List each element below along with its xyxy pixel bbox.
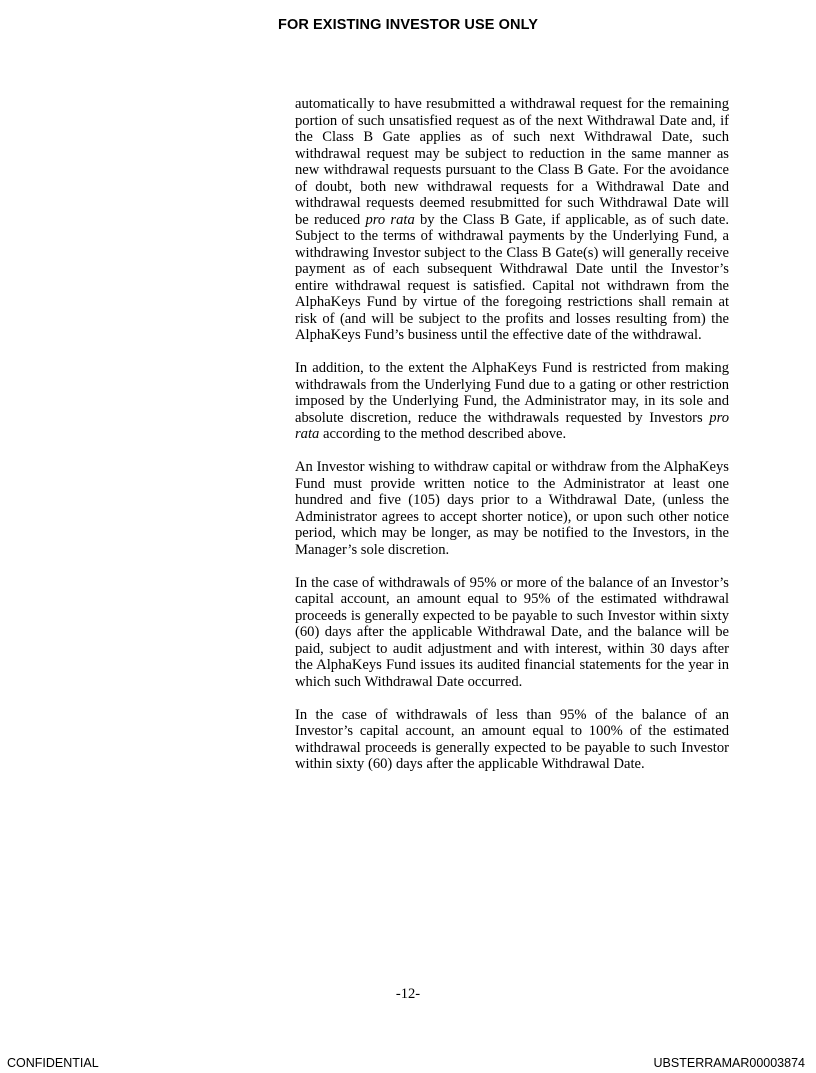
page-header: FOR EXISTING INVESTOR USE ONLY bbox=[277, 17, 539, 33]
paragraph-text: automatically to have resubmitted a withdrawal request for the remaining portion of such unsatisfied request as of the next Withdrawal Date and, if the Class B Gate applies as of such next Withdrawal Date, such withdrawal request may be subject to reduction in the same manner as new withdrawal requests pursuant to the Class B Gate. For the avoidance of doubt, both new withdrawal requests for a Withdrawal Date and withdrawal requests deemed resubmitted for such Withdrawal Date will be reduced bbox=[295, 96, 729, 228]
page-number: -12- bbox=[395, 986, 421, 1002]
paragraph-withdrawal-95-or-more bbox=[295, 575, 729, 691]
italic-pro-rata: pro rata bbox=[365, 211, 415, 228]
paragraph-text: In the case of withdrawals of less than 95% of the balance of an Investor’s capital account, an amount equal to 100% of the estimated withdrawal proceeds is generally expected to be payable to such Investor within sixty (60) days after the applicable Withdrawal Date. bbox=[295, 706, 729, 772]
paragraph-text: according to the method described above. bbox=[319, 426, 567, 442]
paragraph-text: In the case of withdrawals of 95% or more of the balance of an Investor’s capital account, an amount equal to 95% of the estimated withdrawal proceeds is generally expected to be payable to such Investor within sixty (60) days after the applicable Withdrawal Date, and the balance will be paid, subject to audit adjustment and with interest, within 30 days after the AlphaKeys Fund issues its audited financial statements for the year in which such Withdrawal Date occurred. bbox=[295, 574, 729, 690]
paragraph-text: An Investor wishing to withdraw capital or withdraw from the AlphaKeys Fund must provide written notice to the Administrator at least one hundred and five (105) days prior to a Withdrawal Date, (unless the Administrator agrees to accept shorter notice), or upon such other notice period, which may be longer, as may be notified to the Investors, in the Manager’s sole discretion. bbox=[295, 459, 729, 558]
paragraph-gate-resubmission bbox=[295, 96, 729, 344]
paragraph-notice-period bbox=[295, 459, 729, 558]
paragraph-text: by the Class B Gate, if applicable, as of such date. Subject to the terms of withdrawal payments by the Underlying Fund, a withdrawing Investor subject to the Class B Gate(s) will generally receive payment as of each subsequent Withdrawal Date until the Investor’s entire withdrawal request is satisfied. Capital not withdrawn from the AlphaKeys Fund by virtue of the foregoing restrictions shall remain at risk of (and will be subject to the profits and losses resulting from) the AlphaKeys Fund’s business until the effective date of the withdrawal. bbox=[295, 211, 729, 343]
bates-number: UBSTERRAMAR00003874 bbox=[653, 1056, 805, 1070]
paragraph-withdrawal-less-than-95 bbox=[295, 707, 729, 773]
paragraph-text: In addition, to the extent the AlphaKeys Fund is restricted from making withdrawals from the Underlying Fund due to a gating or other restriction imposed by the Underlying Fund, the Administrator may, in its sole and absolute discretion, reduce the withdrawals requested by Investors bbox=[295, 360, 729, 426]
paragraph-underlying-restriction bbox=[295, 360, 729, 443]
italic-pro-rata: pro rata bbox=[295, 409, 729, 442]
confidential-label: CONFIDENTIAL bbox=[7, 1056, 99, 1070]
document-body bbox=[295, 96, 729, 773]
